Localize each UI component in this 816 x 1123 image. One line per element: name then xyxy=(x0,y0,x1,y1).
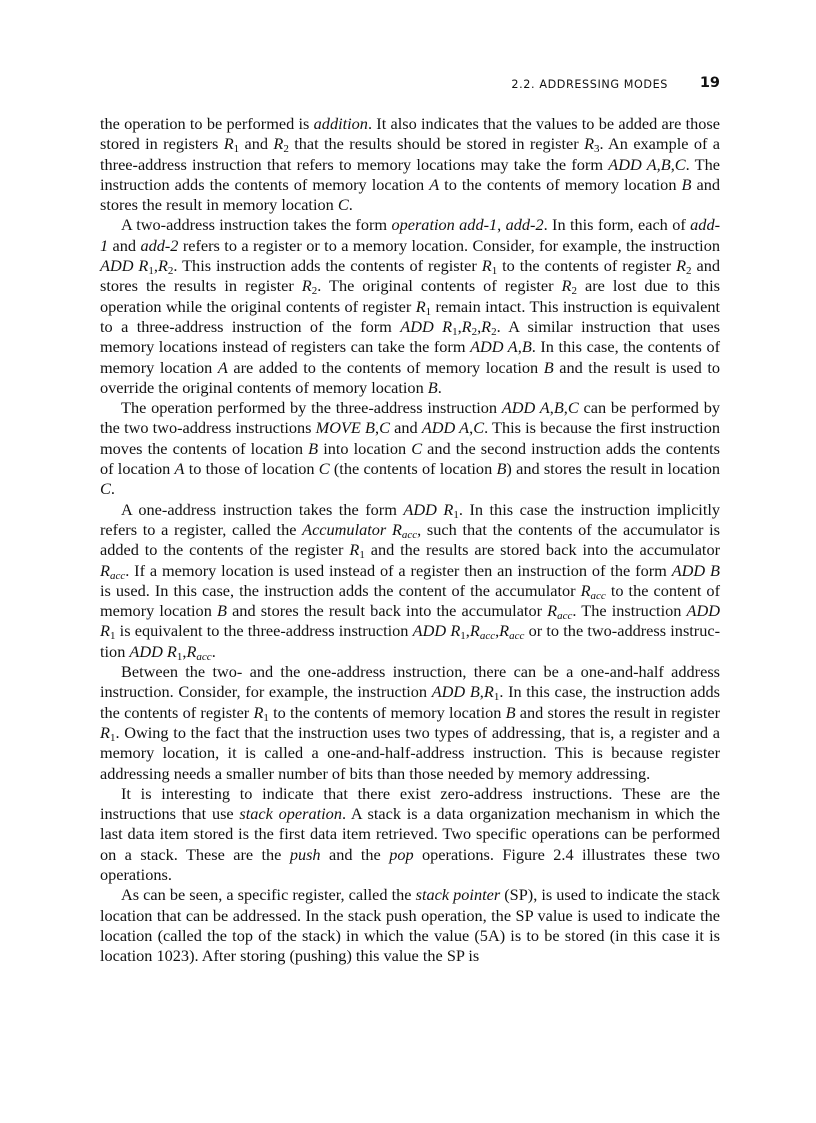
text-run: . This instruction adds the contents of register xyxy=(173,256,482,276)
text-run: 1 xyxy=(453,508,459,521)
text-run: R xyxy=(157,256,168,276)
text-run: R xyxy=(253,702,264,722)
text-run: , xyxy=(670,154,675,174)
text-run: 2 xyxy=(311,285,318,298)
text-run: 1 xyxy=(109,630,116,643)
text-run: ADD A xyxy=(421,418,470,438)
text-run: R xyxy=(483,682,494,702)
text-run: and the results are stored back into the accumulator xyxy=(364,540,721,560)
text-run: . The original contents of register xyxy=(317,276,562,296)
text-run: B xyxy=(660,154,671,174)
text-run: . It also indicates that the values to be added are those stored in registers xyxy=(100,114,720,154)
text-run: and the second instruction adds the contents of location xyxy=(100,438,721,479)
text-run: , xyxy=(517,337,522,357)
text-run: . A similar instruction that uses memory locations instead of registers can take the form xyxy=(100,316,720,357)
text-run: ) and stores the result in location xyxy=(506,459,721,479)
text-run: 3 xyxy=(594,143,600,156)
page-number: 19 xyxy=(699,75,720,91)
text-run: R xyxy=(186,641,197,661)
text-run: . An example of a three-address instruction that refers to memory locations may take the form xyxy=(100,134,720,174)
text-run: 1 xyxy=(452,325,458,338)
text-run: B xyxy=(521,337,532,357)
text-run: A two-address instruction takes the form xyxy=(121,215,392,235)
text-run: . In this form, each of xyxy=(543,215,691,235)
text-run: As can be seen, a specific register, called the xyxy=(121,885,416,905)
text-run: B xyxy=(681,174,692,194)
text-run: Accumulator R xyxy=(302,519,402,539)
text-run: and xyxy=(108,235,141,255)
text-run: , xyxy=(563,398,568,418)
text-run: , xyxy=(656,154,661,174)
text-run: addition xyxy=(313,114,368,133)
section-title: 2.2. ADDRESSING MODES xyxy=(511,78,668,91)
text-run: , xyxy=(495,621,500,641)
text-run: R xyxy=(100,722,110,742)
text-run: R xyxy=(481,256,492,276)
text-run: R xyxy=(481,316,492,336)
text-run: ADD B xyxy=(431,682,480,702)
text-run: ADD R xyxy=(100,256,149,276)
running-header xyxy=(100,75,720,93)
text-run: 1 xyxy=(176,650,183,663)
text-run: and the xyxy=(320,844,390,864)
text-run: A xyxy=(174,459,185,479)
text-run: , xyxy=(465,621,470,641)
text-run: , xyxy=(182,641,187,661)
text-run: to those of location xyxy=(184,459,319,479)
text-run: . The instruction adds the contents of memory location xyxy=(100,154,720,194)
text-run: acc xyxy=(590,589,606,602)
text-run: to the contents of register xyxy=(497,256,677,276)
text-run: R xyxy=(301,276,312,296)
text-run: C xyxy=(674,154,686,174)
text-run: acc xyxy=(557,610,573,623)
text-run: 1 xyxy=(425,305,432,318)
text-run: 1 xyxy=(233,143,240,156)
text-run: ADD R xyxy=(400,316,453,336)
text-run: refers to a register or to a memory location. Consider, for example, the instruction xyxy=(178,235,720,255)
text-run: R xyxy=(469,621,480,641)
text-run: and stores the result in register xyxy=(515,702,721,722)
text-run: R xyxy=(547,601,558,621)
text-run: add-2 xyxy=(140,235,179,255)
text-run: C xyxy=(411,438,423,458)
text-run: B xyxy=(216,601,227,621)
text-run: (the contents of location xyxy=(329,459,497,479)
text-run: C xyxy=(100,479,111,499)
text-run: . In this case, the contents of memory location xyxy=(100,337,721,377)
text-run: R xyxy=(100,560,110,580)
text-run: ADD R xyxy=(412,621,461,641)
text-run: is used. In this case, the instruction adds the content of the accumulator xyxy=(100,580,581,600)
paragraph-one-and-half-address xyxy=(100,662,720,784)
paragraph-one-address xyxy=(100,500,720,662)
text-run: acc xyxy=(479,630,496,643)
text-run: (SP), is used to indicate the stack location that can be addressed. In the stack push operation, the SP value is used to indicate the location (called the top of the stack) in which the value (5A) is to be stored (in this case it is location 1023). After storing (pushing) this value the SP is xyxy=(100,885,720,966)
text-run: , xyxy=(549,398,554,418)
text-run: ADD R xyxy=(403,499,454,519)
text-run: can be performed by the two two-address instructions xyxy=(100,398,720,438)
paragraph-three-address xyxy=(100,114,720,215)
text-run: 2 xyxy=(686,265,692,278)
text-run: C xyxy=(379,418,390,438)
text-run: C xyxy=(337,195,349,215)
text-run: ADD A xyxy=(470,337,518,357)
text-run: 1 xyxy=(359,549,365,562)
text-run: are added to the contents of memory location xyxy=(227,357,544,377)
text-run: B xyxy=(505,702,516,722)
text-run: that the results should be stored in register xyxy=(288,134,585,154)
text-run: . xyxy=(437,377,442,397)
text-run: , xyxy=(153,256,158,276)
paragraph-two-address xyxy=(100,215,720,398)
text-run: acc xyxy=(401,528,418,541)
text-run: R xyxy=(415,296,426,316)
text-run: B xyxy=(553,398,564,418)
text-run: add-2 xyxy=(505,215,544,235)
text-run: 1 xyxy=(493,691,500,704)
text-run: acc xyxy=(109,569,126,582)
text-run: R xyxy=(349,540,360,560)
text-run: acc xyxy=(509,630,525,643)
text-run: , xyxy=(497,215,506,235)
text-run: ADD R xyxy=(129,641,177,661)
text-run: . In this case, the instruction adds the contents of register xyxy=(100,682,720,722)
text-run: to the contents of memory location xyxy=(268,702,506,722)
text-run: B xyxy=(427,377,438,397)
text-run: ADD B xyxy=(671,560,720,580)
text-run: R xyxy=(580,580,591,600)
text-run: into location xyxy=(318,438,412,458)
paragraph-equivalence xyxy=(100,398,720,499)
text-run: are lost due to this operation while the original contents of register xyxy=(100,276,720,316)
text-run: operations. Figure 2.4 illustrates these two operations. xyxy=(100,844,720,884)
body-text xyxy=(100,114,720,966)
text-run: R xyxy=(676,256,687,276)
text-run: . In this case the instruction implicitly refers to a register, called the xyxy=(100,499,721,539)
text-run: and stores the result in memory location xyxy=(100,174,721,215)
text-run: ADD R xyxy=(100,601,720,641)
text-run: A xyxy=(217,357,228,377)
text-run: . xyxy=(110,479,115,499)
text-run: stack operation xyxy=(239,804,342,824)
text-run: , such that the contents of the accumulator is added to the contents of the register xyxy=(100,519,720,560)
text-run: and the result is used to override the original contents of memory location xyxy=(100,357,721,397)
text-run: 1 xyxy=(148,265,154,278)
text-run: to the contents of memory location xyxy=(439,174,682,194)
text-run: . A stack is a data organization mechanism in which the last data item stored is the first data item retrieved. Two specific operations can be performed on a stack. These are the xyxy=(100,804,720,864)
text-run: acc xyxy=(196,650,212,663)
text-run: B xyxy=(308,438,319,458)
text-run: R xyxy=(499,621,510,641)
text-run: pop xyxy=(389,844,414,864)
text-run: and stores the result back into the accumulator xyxy=(226,601,548,621)
text-run: R xyxy=(461,316,472,336)
text-run: 2 xyxy=(167,265,174,278)
text-run: R xyxy=(273,134,284,154)
text-run: stack pointer xyxy=(415,885,501,905)
text-run: 1 xyxy=(460,630,466,643)
text-run: R xyxy=(584,134,595,154)
text-run: MOVE B xyxy=(315,418,376,438)
text-run: C xyxy=(318,459,330,479)
text-run: , xyxy=(477,316,482,336)
text-run: and stores the results in register xyxy=(100,256,720,296)
text-run: ADD A xyxy=(501,398,550,418)
text-run: , xyxy=(479,682,484,702)
text-run: 2 xyxy=(283,143,289,156)
text-run: 2 xyxy=(491,325,497,338)
text-run: B xyxy=(496,459,507,479)
text-run: R xyxy=(223,134,234,154)
text-run: . This is because the first instruction moves the contents of location xyxy=(100,418,720,458)
text-run: operation add-1 xyxy=(391,215,498,235)
text-run: The operation performed by the three-address instruction xyxy=(121,398,502,418)
text-run: A one-address instruction takes the form xyxy=(121,499,404,519)
text-run: R xyxy=(561,276,572,296)
text-run: push xyxy=(289,844,321,864)
text-run: 1 xyxy=(109,731,116,744)
text-run: , xyxy=(457,316,462,336)
text-run: , xyxy=(375,418,380,438)
text-run: It is interesting to indicate that there exist zero-address instructions. These are the instructions that use xyxy=(100,783,720,824)
text-run: add-1 xyxy=(100,215,720,255)
text-run: C xyxy=(567,398,579,418)
text-run: . The instruction xyxy=(572,601,687,621)
text-run: ADD A xyxy=(608,154,657,174)
text-run: Between the two- and the one-address instruction, there can be a one-and-half address instruction. Consider, for example, the instruction xyxy=(100,662,720,702)
text-run: 1 xyxy=(263,711,269,724)
text-run: and xyxy=(389,418,422,438)
text-run: and xyxy=(239,134,274,154)
text-run: or to the two-address instruction xyxy=(100,621,721,661)
text-run: the operation to be performed is xyxy=(100,114,314,133)
text-run: 2 xyxy=(471,325,478,338)
text-run: C xyxy=(473,418,485,438)
text-run: . Owing to the fact that the instruction uses two types of addressing, that is, a register and a memory location, it is called a one-and-half-address instruction. This is because register addressing needs a smaller number of bits than those needed by memory addressing. xyxy=(100,722,720,783)
text-run: 1 xyxy=(491,265,498,278)
paragraph-stack-pointer xyxy=(100,885,720,966)
text-run: A xyxy=(429,174,440,194)
text-run: is equivalent to the three-address instruction xyxy=(115,621,413,641)
text-run: . xyxy=(348,195,353,215)
text-run: . If a memory location is used instead of a register then an instruction of the form xyxy=(125,560,672,580)
text-run: . xyxy=(211,641,216,661)
text-run: remain intact. This instruction is equivalent to a three-address instruction of the form xyxy=(100,296,720,336)
text-run: , xyxy=(469,418,474,438)
text-run: B xyxy=(543,357,554,377)
paragraph-zero-address xyxy=(100,784,720,885)
text-run: 2 xyxy=(571,285,577,298)
text-run: to the content of memory location xyxy=(100,580,720,621)
